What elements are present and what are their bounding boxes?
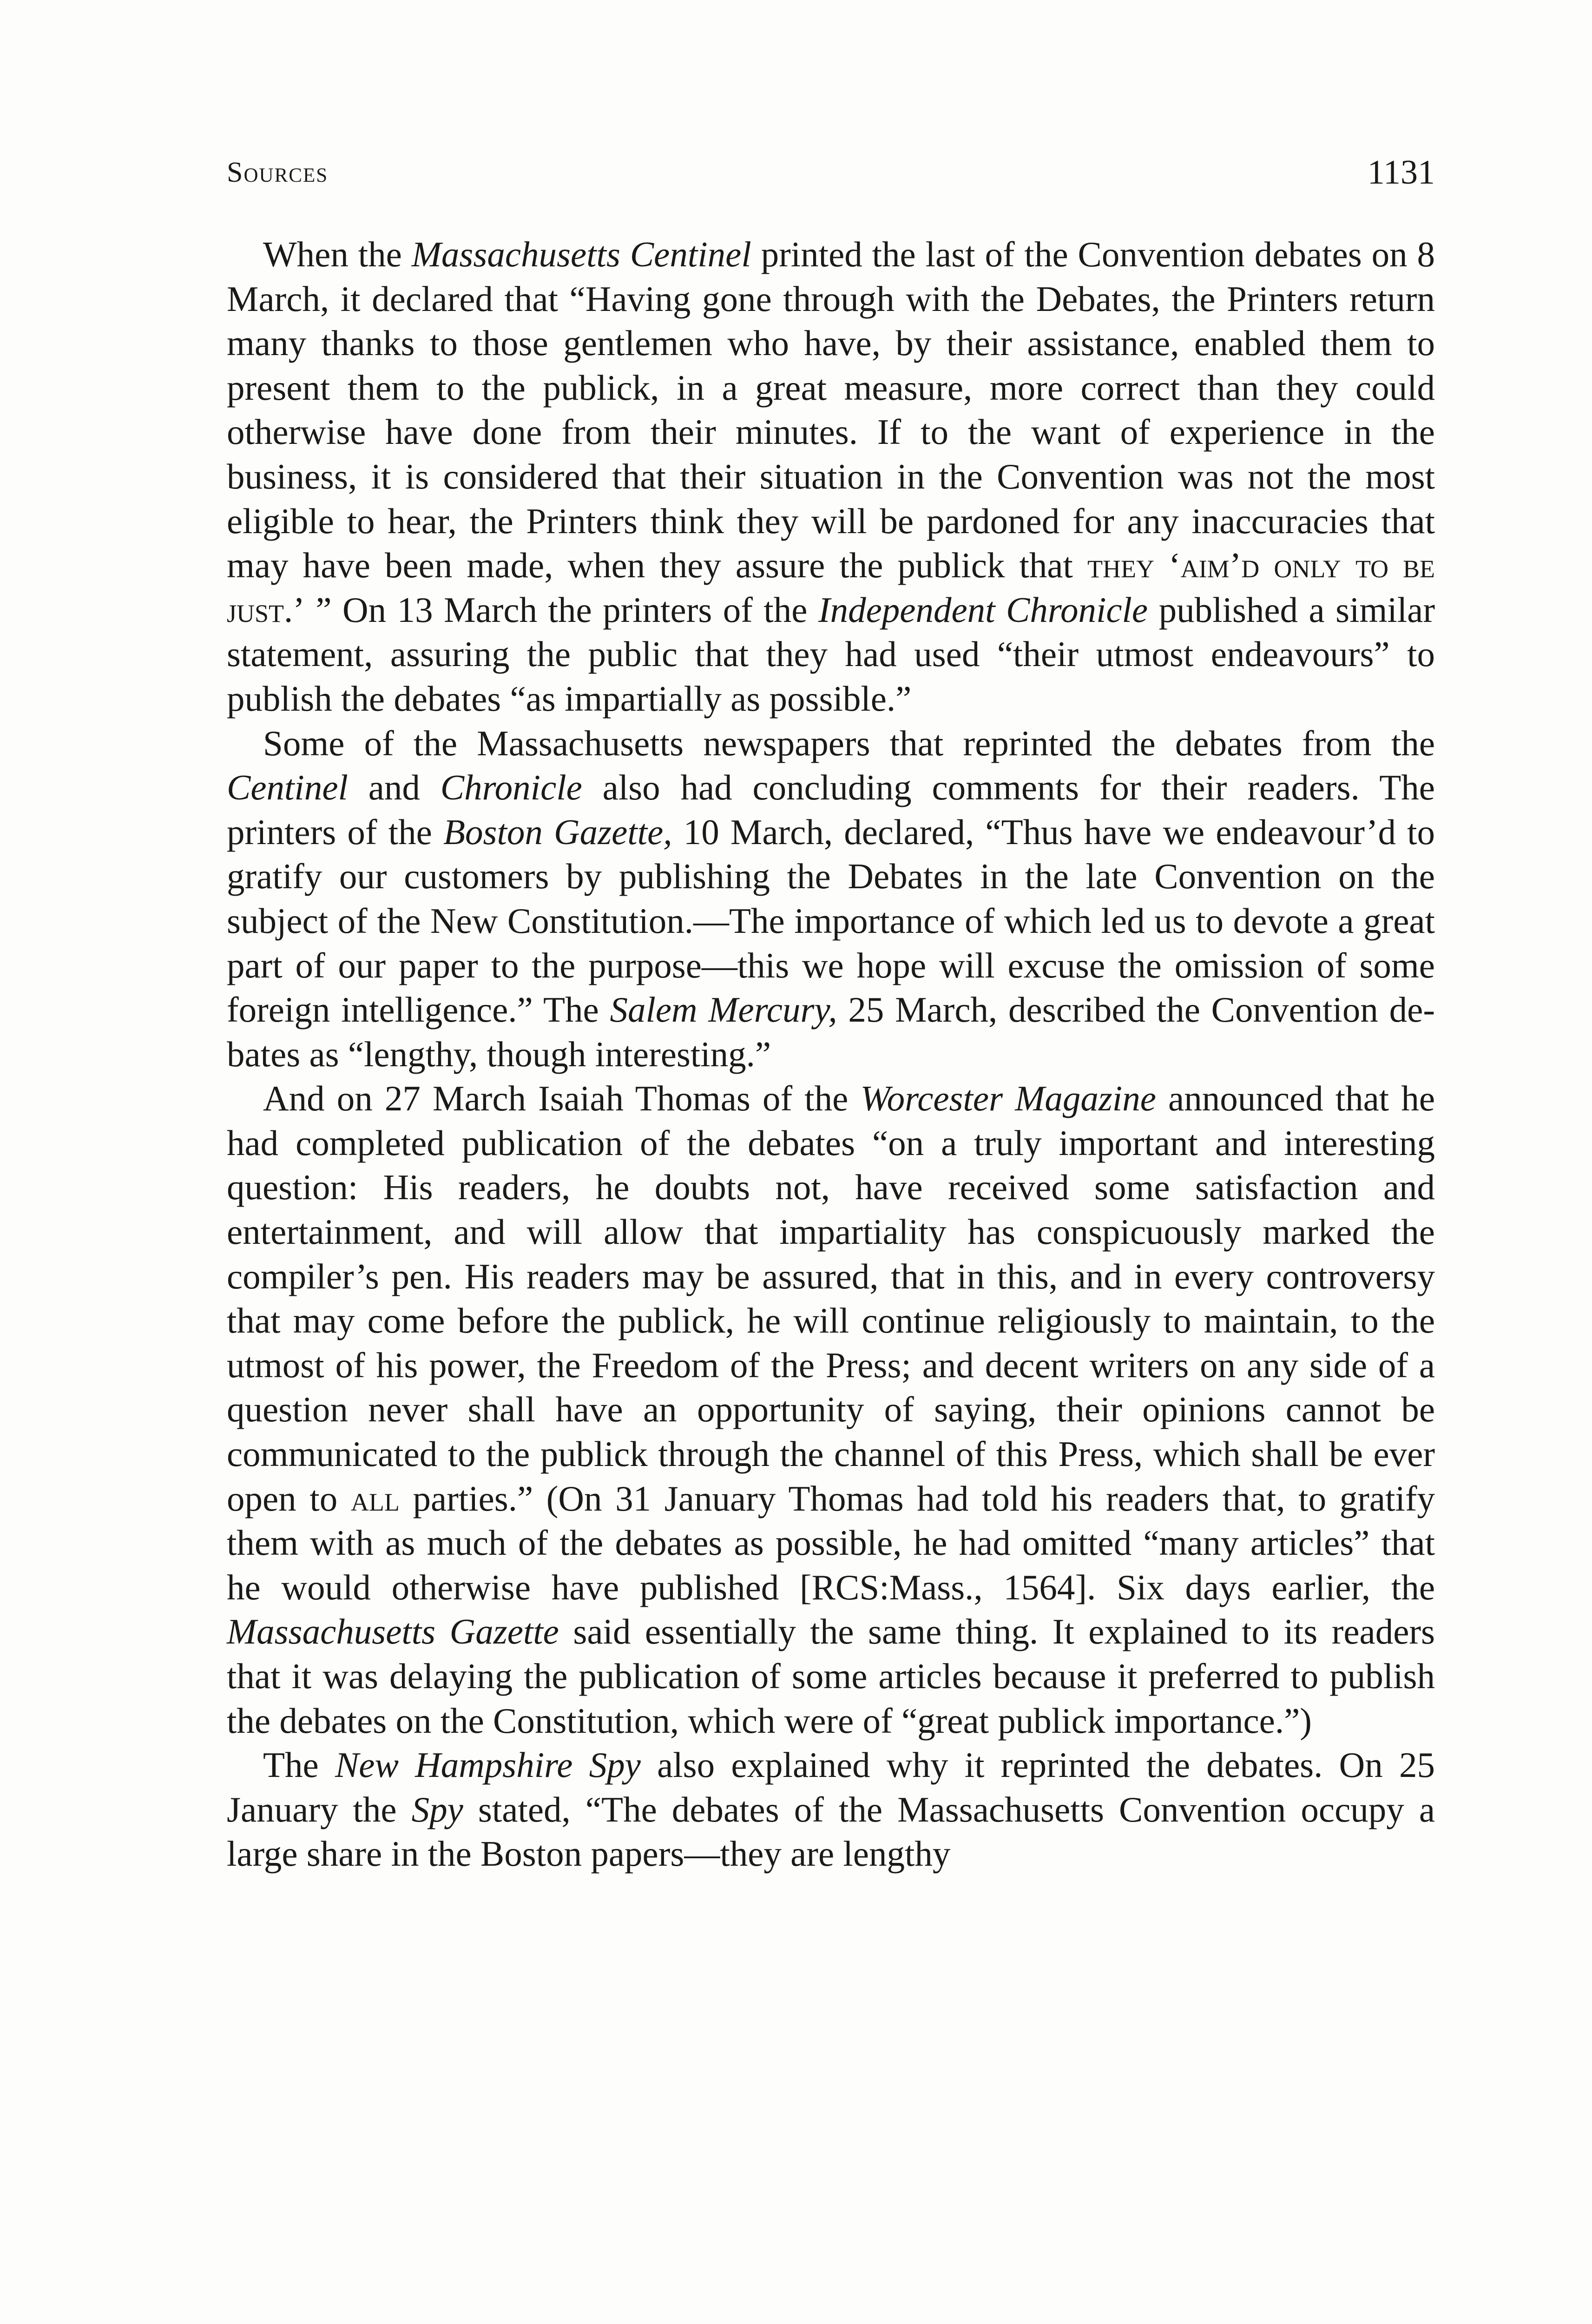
italic-title: Centinel (227, 767, 348, 808)
body-text (227, 232, 1435, 1876)
italic-title: Massachusetts Centinel (411, 234, 751, 274)
text-run: printed the last of the Convention debates on 8 March, it declared that “Having gone through with the Debates, the Printers return many thanks to those gentlemen who have, by their assistance, enabled them to present them to the publick, in a great measure, more correct than they could otherwise have done from their minutes. If to the want of experience in the business, it is considered that their situation in the Convention was not the most eligible to hear, the Printers think they will be pardoned for any inaccuracies that may have been made, when they assure the publick that (227, 234, 1435, 586)
running-head (227, 147, 1435, 198)
text-run: ” On 13 March the printers of the (304, 589, 818, 630)
paragraph (227, 721, 1435, 1077)
italic-title: New Hampshire Spy (335, 1745, 641, 1785)
italic-title: Independent Chronicle (818, 589, 1148, 630)
italic-title: Worcester Magazine (860, 1078, 1156, 1119)
text-run: also had concluding comments for their readers. The printers of the (227, 767, 1435, 852)
text-run: also explained why it reprinted the debates. On 25 January the (227, 1745, 1435, 1829)
running-head-section: Sources (227, 157, 329, 188)
text-run: When the (263, 234, 412, 274)
page-number: 1131 (1367, 153, 1435, 191)
small-caps-text: they ‘aim’d only to be just.’ (227, 545, 1435, 630)
text-run: and (348, 767, 441, 808)
text-run: The (263, 1745, 335, 1785)
text-run: announced that he had completed publication of the debates “on a truly important and interesting question: His readers, he doubts not, have received some satisfaction and entertainment, and will allow that impartiality has conspicuously marked the compiler’s pen. His readers may be assured, that in this, and in every controversy that may come before the publick, he will continue religiously to maintain, to the utmost of his power, the Freedom of the Press; and decent writers on any side of a question never shall have an opportunity of saying, their opinions cannot be communicated to the publick through the channel of this Press, which shall be ever open to (227, 1078, 1435, 1519)
italic-title: Salem Mercury, (610, 990, 837, 1030)
paragraph (227, 1076, 1435, 1743)
text-run: 25 March, described the Convention debates as “lengthy, though interesting.” (227, 990, 1435, 1074)
text-run: parties.” (On 31 January Thomas had told his readers that, to gratify them with as much of the debates as possible, he had omitted “many articles” that he would otherwise have published [RCS:Mass., 1564]. Six days earlier, the (227, 1478, 1435, 1607)
text-run: stated, “The debates of the Massachusetts Convention occupy a large share in the Boston papers—they are lengthy (227, 1789, 1435, 1874)
text-run: said essentially the same thing. It explained to its readers that it was delaying the publication of some articles because it preferred to publish the debates on the Constitution, which were of “great publick importance.”) (227, 1611, 1435, 1741)
italic-title: Boston Gazette, (443, 812, 672, 852)
text-run: published a similar statement, assuring the public that they had used “their utmost endeavours” to publish the debates “as impartially as possible.” (227, 589, 1435, 719)
paragraph (227, 232, 1435, 721)
italic-title: Spy (411, 1789, 463, 1829)
text-run: And on 27 March Isaiah Thomas of the (263, 1078, 861, 1119)
italic-title: Chronicle (440, 767, 582, 808)
italic-title: Massachusetts Gazette (227, 1611, 559, 1652)
small-caps-text: all (350, 1478, 400, 1519)
paragraph (227, 1743, 1435, 1876)
text-run: Some of the Massachusetts newspapers that reprinted the debates from the (263, 723, 1435, 763)
text-run: 10 March, declared, “Thus have we endeavour’d to gratify our customers by publishing the Debates in the late Convention on the subject of the New Constitution.—The importance of which led us to devote a great part of our paper to the purpose—this we hope will excuse the omission of some foreign intelligence.” The (227, 812, 1435, 1030)
